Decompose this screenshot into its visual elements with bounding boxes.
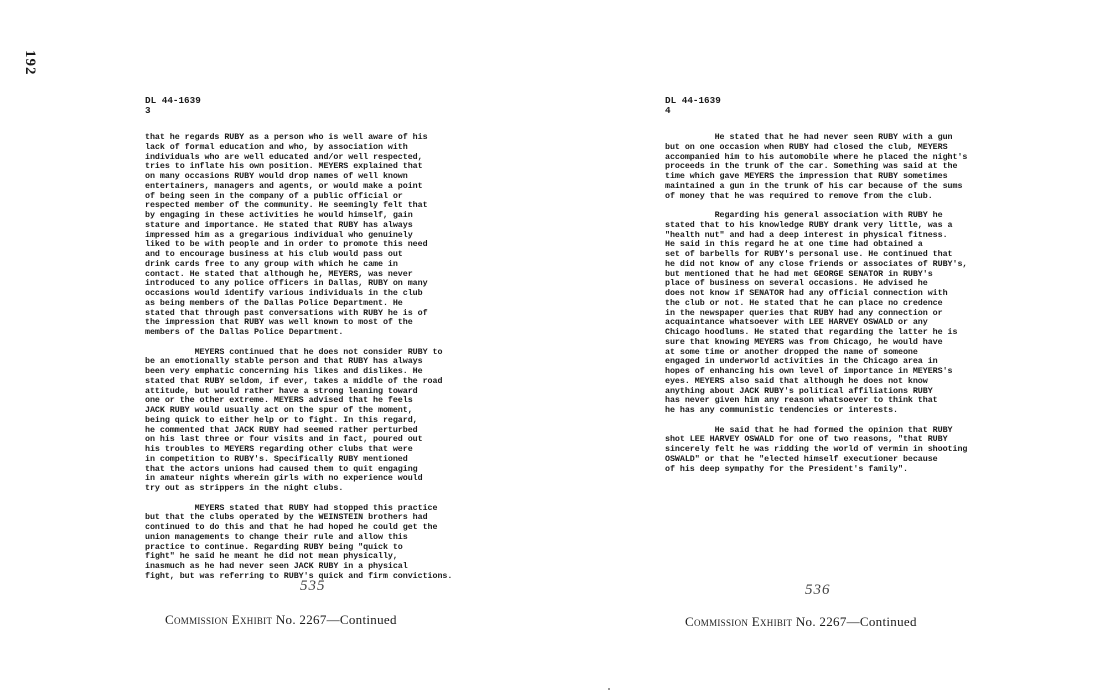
text-line: on his last three or four visits and in fact, poured out xyxy=(145,434,423,445)
text-line: being quick to either help or to fight. In this regard, xyxy=(145,414,418,425)
text-line: maintained a gun in the trunk of his car because of the sums xyxy=(665,180,963,191)
right-footer xyxy=(685,614,917,630)
text-line: of his deep sympathy for the President's family". xyxy=(665,463,908,474)
text-line: but mentioned that he had met GEORGE SENATOR in RUBY's xyxy=(665,268,933,279)
text-line: be an emotionally stable person and that RUBY has always xyxy=(145,356,423,367)
right-file-number: DL 44-1639 xyxy=(665,95,721,106)
text-line: that the actors unions had caused them to quit engaging xyxy=(145,463,418,474)
text-line: "health nut" and had a deep interest in physical fitness. xyxy=(665,229,948,240)
text-line: He said in this regard he at one time had obtained a xyxy=(665,239,923,250)
left-paragraph xyxy=(145,504,452,582)
left-file-number: DL 44-1639 xyxy=(145,95,201,106)
text-line: his troubles to MEYERS regarding other clubs that were xyxy=(145,444,413,454)
text-line: by engaging in these activities he would himself, gain xyxy=(145,210,413,220)
text-line: but on one occasion when RUBY had closed the club, MEYERS xyxy=(665,141,948,152)
text-line: and to encourage business at his club would pass out xyxy=(145,249,403,259)
right-footer-prefix: Commission Exhibit xyxy=(685,614,793,629)
text-line: MEYERS stated that RUBY had stopped this practice xyxy=(145,502,438,513)
right-footer-suffix: No. 2267—Continued xyxy=(795,614,917,629)
left-body-text xyxy=(145,133,452,591)
text-line: union managements to change their rule and allow this xyxy=(145,531,408,542)
left-paragraph xyxy=(145,133,452,338)
text-line: JACK RUBY would usually act on the spur of the moment, xyxy=(145,405,413,415)
text-line: place of business on several occasions. He advised he xyxy=(665,278,928,289)
text-line: hopes of enhancing his own level of importance in MEYERS's xyxy=(665,366,953,376)
text-line: liked to be with people and in order to promote this need xyxy=(145,239,428,250)
text-line: time which gave MEYERS the impression that RUBY sometimes xyxy=(665,171,948,181)
left-paragraph xyxy=(145,348,452,494)
text-line: introduced to any police officers in Dallas, RUBY on many xyxy=(145,278,428,289)
text-line: been very emphatic concerning his likes and dislikes. He xyxy=(145,366,423,376)
right-paragraph xyxy=(665,211,967,416)
left-footer xyxy=(165,612,397,628)
text-line: he did not know of any close friends or associates of RUBY's, xyxy=(665,258,968,269)
left-footer-suffix: No. 2267—Continued xyxy=(275,612,397,627)
text-line: engaged in underworld activities in the Chicago area in xyxy=(665,356,938,367)
right-paragraph xyxy=(665,426,967,475)
text-line: OSWALD" or that he "elected himself executioner because xyxy=(665,453,938,464)
text-line: He stated that he had never seen RUBY with a gun xyxy=(665,132,953,142)
text-line: eyes. MEYERS also said that although he does not know xyxy=(665,375,928,386)
text-line: lack of formal education and who, by association with xyxy=(145,141,408,152)
text-line: He said that he had formed the opinion that RUBY xyxy=(665,424,953,435)
text-line: stature and importance. He stated that RUBY has always xyxy=(145,219,413,230)
text-line: individuals who are well educated and/or well respected, xyxy=(145,151,423,162)
text-line: in amateur nights wherein girls with no experience would xyxy=(145,473,423,484)
text-line: does not know if SENATOR had any official connection with xyxy=(665,288,948,298)
right-file-header xyxy=(665,96,721,116)
text-line: one or the other extreme. MEYERS advised that he feels xyxy=(145,395,413,406)
side-page-number: 192 xyxy=(22,50,38,76)
text-line: has never given him any reason whatsoever to think that xyxy=(665,395,938,406)
text-line: respected member of the community. He seemingly felt that xyxy=(145,200,428,211)
text-line: in the newspaper queries that RUBY had any connection or xyxy=(665,307,943,318)
text-line: stated that to his knowledge RUBY drank very little, was a xyxy=(665,219,953,230)
text-line: fight" he said he meant he did not mean physically, xyxy=(145,551,398,562)
text-line: impressed him as a gregarious individual who genuinely xyxy=(145,229,413,240)
text-line: the club or not. He stated that he can place no credence xyxy=(665,297,943,308)
text-line: accompanied him to his automobile where he placed the night's xyxy=(665,151,968,162)
right-paragraph xyxy=(665,133,967,201)
right-handwritten-number: 536 xyxy=(805,582,831,598)
right-body-text xyxy=(665,133,967,484)
scan-speck xyxy=(608,688,610,690)
text-line: but that the clubs operated by the WEINSTEIN brothers had xyxy=(145,512,428,523)
text-line: on many occasions RUBY would drop names of well known xyxy=(145,171,408,181)
text-line: anything about JACK RUBY's political affiliations RUBY xyxy=(665,385,933,396)
text-line: proceeds in the trunk of the car. Something was said at the xyxy=(665,161,958,172)
text-line: tries to inflate his own position. MEYERS explained that xyxy=(145,161,423,172)
left-file-header xyxy=(145,96,201,116)
text-line: stated that through past conversations with RUBY he is of xyxy=(145,307,428,318)
text-line: as being members of the Dallas Police Department. He xyxy=(145,297,403,308)
text-line: he has any communistic tendencies or interests. xyxy=(665,405,898,415)
text-line: stated that RUBY seldom, if ever, takes a middle of the road xyxy=(145,375,443,386)
text-line: inasmuch as he had never seen JACK RUBY in a physical xyxy=(145,561,408,571)
text-line: in competition to RUBY's. Specifically RUBY mentioned xyxy=(145,453,408,464)
text-line: at some time or another dropped the name of someone xyxy=(665,346,918,357)
text-line: the impression that RUBY was well known to most of the xyxy=(145,317,413,328)
text-line: set of barbells for RUBY's personal use. He continued that xyxy=(665,249,953,259)
text-line: attitude, but would rather have a strong leaning toward xyxy=(145,385,418,396)
text-line: MEYERS continued that he does not consider RUBY to xyxy=(145,346,443,357)
text-line: acquaintance whatsoever with LEE HARVEY OSWALD or any xyxy=(665,317,928,328)
right-page-number: 4 xyxy=(665,105,671,116)
text-line: drink cards free to any group with which he came in xyxy=(145,258,398,269)
text-line: shot LEE HARVEY OSWALD for one of two reasons, "that RUBY xyxy=(665,434,948,445)
text-line: members of the Dallas Police Department. xyxy=(145,327,344,337)
left-page-number: 3 xyxy=(145,105,151,116)
text-line: contact. He stated that although he, MEYERS, was never xyxy=(145,268,413,279)
text-line: Regarding his general association with RUBY he xyxy=(665,210,943,220)
text-line: Chicago hoodlums. He stated that regarding the latter he is xyxy=(665,327,958,337)
text-line: continued to do this and that he had hoped he could get the xyxy=(145,522,438,532)
text-line: that he regards RUBY as a person who is well aware of his xyxy=(145,132,428,142)
text-line: fight, but was referring to RUBY's quick and firm convictions. xyxy=(145,570,453,581)
text-line: of money that he was required to remove from the club. xyxy=(665,190,933,201)
text-line: entertainers, managers and agents, or would make a point xyxy=(145,180,423,191)
text-line: practice to continue. Regarding RUBY being "quick to xyxy=(145,541,403,552)
text-line: sure that knowing MEYERS was from Chicago, he would have xyxy=(665,336,943,347)
text-line: try out as strippers in the night clubs. xyxy=(145,483,344,493)
text-line: of being seen in the company of a public official or xyxy=(145,190,403,201)
text-line: occasions would identify various individuals in the club xyxy=(145,288,423,298)
left-footer-prefix: Commission Exhibit xyxy=(165,612,273,627)
left-handwritten-number: 535 xyxy=(300,578,326,594)
text-line: he commented that JACK RUBY had seemed rather perturbed xyxy=(145,424,418,435)
text-line: sincerely felt he was ridding the world of vermin in shooting xyxy=(665,444,968,454)
